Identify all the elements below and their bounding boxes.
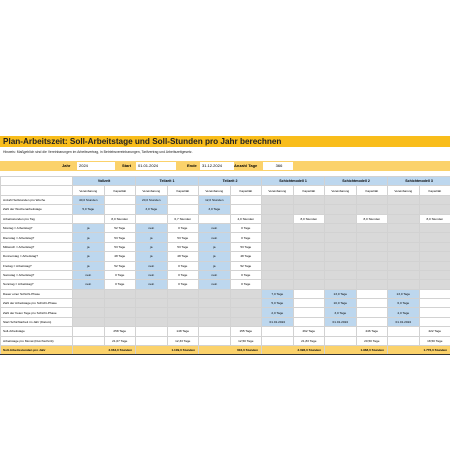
empty-cell [262,280,294,289]
capacity-column-header: Kapazität [230,186,262,195]
empty-cell [167,317,199,326]
end-date-field[interactable]: 31.12.2024 [200,162,234,170]
empty-cell [104,289,136,298]
start-label: Start [122,163,132,168]
empty-cell [73,327,105,336]
result-cell: 0 Tage [104,280,136,289]
day-count-value: 366 [263,162,293,170]
result-cell: 53 Tage [104,242,136,251]
empty-cell [167,308,199,317]
empty-cell [356,270,388,279]
input-cell[interactable]: nein [199,270,231,279]
input-cell[interactable]: nein [73,280,105,289]
empty-cell [262,327,294,336]
group-header: Teilzeit 1 [136,177,199,186]
input-cell[interactable]: ja [136,242,168,251]
row-label: Samstag = Arbeitstag? [1,270,73,279]
empty-cell [356,308,388,317]
result-cell: 21,83 Tage [293,336,325,345]
result-cell: 0 Tage [230,233,262,242]
empty-cell [167,195,199,204]
empty-cell [325,233,357,242]
table-row [1,205,450,214]
empty-cell [388,233,420,242]
empty-cell [230,308,262,317]
group-header-row [1,177,450,186]
input-cell[interactable]: nein [73,270,105,279]
result-cell: 262 Tage [293,327,325,336]
empty-cell [325,252,357,261]
empty-cell [388,195,420,204]
result-cell: 6,7 Stunden [167,214,199,223]
total-hours-value: 604,0 Stunden [199,346,262,355]
table-row [1,270,450,279]
row-label: Start Schichtarbeit im Jahr (Datum) [1,317,73,326]
table-row [1,223,450,232]
total-hours-row [1,346,450,355]
empty-cell [419,261,450,270]
agreement-column-header: Vereinbarung [388,186,420,195]
empty-cell [293,261,325,270]
empty-cell [199,336,231,345]
input-cell[interactable]: 3,0 Tage [136,205,168,214]
total-hours-value: 2.064,0 Stunden [73,346,136,355]
input-cell[interactable]: 3,0 Tage [199,205,231,214]
empty-cell [167,205,199,214]
empty-cell [230,205,262,214]
empty-cell [419,308,450,317]
empty-cell [293,205,325,214]
empty-cell [356,261,388,270]
table-row [1,327,450,336]
empty-cell [73,214,105,223]
group-header: Schichtmodell 2 [325,177,388,186]
group-header: Schichtmodell 3 [388,177,450,186]
empty-cell [419,205,450,214]
input-cell[interactable]: nein [136,280,168,289]
result-cell: 53 Tage [167,233,199,242]
empty-cell [73,299,105,308]
empty-cell [136,317,168,326]
result-cell: 0 Tage [167,223,199,232]
end-label: Ende [187,163,197,168]
empty-cell [230,195,262,204]
input-cell[interactable]: 12,0 Stunden [199,195,231,204]
input-cell[interactable]: nein [199,223,231,232]
result-cell: 20,50 Tage [356,336,388,345]
input-cell[interactable]: ja [73,223,105,232]
capacity-column-header: Kapazität [104,186,136,195]
empty-cell [419,289,450,298]
empty-cell [419,280,450,289]
result-cell: 48 Tage [230,252,262,261]
agreement-column-header: Vereinbarung [73,186,105,195]
empty-cell [388,223,420,232]
row-label: Mittwoch = Arbeitstag? [1,242,73,251]
empty-cell [388,327,420,336]
empty-cell [167,299,199,308]
input-cell[interactable]: nein [199,280,231,289]
input-cell[interactable]: 10,0 Tage [325,299,357,308]
table-row [1,233,450,242]
empty-cell [388,280,420,289]
input-cell[interactable]: 3,0 Tage [325,308,357,317]
agreement-column-header: Vereinbarung [199,186,231,195]
row-label: Soll-Arbeitstage [1,327,73,336]
spreadsheet [0,136,450,355]
parameter-bar [0,161,450,171]
empty-cell [199,317,231,326]
result-cell: 0 Tage [230,270,262,279]
row-label: Dauer einer Schicht-Phase [1,289,73,298]
empty-cell [419,270,450,279]
agreement-column-header: Vereinbarung [136,186,168,195]
result-cell: 0 Tage [167,270,199,279]
hint-note: Hinweis: Maßgeblich sind die Vereinbarungen im Arbeitsvertrag, in Betriebsvereinbarungen, Tarifvertrag und Arbeitszeitgesetz. [3,150,193,154]
year-label: Jahr [62,163,71,168]
empty-cell [262,233,294,242]
input-cell[interactable]: nein [136,270,168,279]
result-cell: 0 Tage [230,280,262,289]
result-cell: 155 Tage [230,327,262,336]
total-hours-value: 2.096,0 Stunden [262,346,325,355]
empty-cell [419,195,450,204]
empty-cell [293,252,325,261]
empty-cell [419,223,450,232]
table-row [1,308,450,317]
agreement-column-header: Vereinbarung [262,186,294,195]
empty-cell [388,336,420,345]
empty-cell [388,214,420,223]
empty-cell [104,205,136,214]
row-label: Arbeitstage pro Monat (Durchschnitt) [1,336,73,345]
result-cell: 52 Tage [104,223,136,232]
result-cell: 8,0 Stunden [419,214,450,223]
empty-cell [419,233,450,242]
input-cell[interactable]: ja [136,252,168,261]
capacity-column-header: Kapazität [167,186,199,195]
empty-cell [419,252,450,261]
group-header: Vollzeit [73,177,136,186]
start-date-field[interactable]: 01.01.2024 [136,162,176,170]
empty-cell [262,223,294,232]
sub-header-row [1,186,450,195]
input-cell[interactable]: nein [136,223,168,232]
empty-cell [199,299,231,308]
capacity-column-header: Kapazität [419,186,450,195]
agreement-column-header: Vereinbarung [325,186,357,195]
sheet-title: Plan-Arbeitszeit: Soll-Arbeitstage und Soll-Stunden pro Jahr berechnen [0,136,450,147]
result-cell: 222 Tage [419,327,450,336]
empty-cell [293,280,325,289]
empty-cell [356,317,388,326]
result-cell: 52 Tage [104,261,136,270]
empty-cell [356,223,388,232]
row-label: Arbeitsstunden pro Tag [1,214,73,223]
table-row [1,336,450,345]
input-cell[interactable]: 7,0 Tage [262,289,294,298]
empty-cell [356,289,388,298]
empty-cell [325,205,357,214]
result-cell: 12,50 Tage [230,336,262,345]
table-row [1,195,450,204]
row-label: Freitag = Arbeitstag? [1,261,73,270]
empty-cell [293,195,325,204]
result-cell: 53 Tage [230,242,262,251]
input-cell[interactable]: ja [73,233,105,242]
row-label: Dienstag = Arbeitstag? [1,233,73,242]
empty-cell [199,308,231,317]
empty-cell [325,261,357,270]
header-spacer [1,177,73,186]
input-cell[interactable]: 40,0 Stunden [73,195,105,204]
day-count-label: Anzahl Tage [234,163,258,168]
empty-cell [104,299,136,308]
row-label: Donnerstag = Arbeitstag? [1,252,73,261]
empty-cell [262,205,294,214]
total-hours-value: 1.109,0 Stunden [136,346,199,355]
input-cell[interactable]: 01.01.2024 [325,317,357,326]
empty-cell [293,289,325,298]
empty-cell [73,308,105,317]
result-cell: 8,0 Stunden [356,214,388,223]
empty-cell [325,223,357,232]
empty-cell [199,214,231,223]
empty-cell [262,252,294,261]
empty-cell [356,252,388,261]
result-cell: 18,50 Tage [419,336,450,345]
empty-cell [293,223,325,232]
result-cell: 258 Tage [104,327,136,336]
input-cell[interactable]: nein [136,261,168,270]
empty-cell [136,327,168,336]
input-cell[interactable]: nein [199,233,231,242]
sub-header-spacer [1,186,73,195]
row-label: Montag = Arbeitstag? [1,223,73,232]
empty-cell [325,195,357,204]
empty-cell [199,289,231,298]
capacity-column-header: Kapazität [356,186,388,195]
empty-cell [419,299,450,308]
input-cell[interactable]: 5,0 Tage [262,299,294,308]
input-cell[interactable]: 6,0 Tage [388,299,420,308]
empty-cell [230,317,262,326]
result-cell: 53 Tage [167,242,199,251]
empty-cell [230,299,262,308]
result-cell: 0 Tage [167,280,199,289]
empty-cell [262,261,294,270]
table-row [1,252,450,261]
empty-cell [356,242,388,251]
result-cell: 4,0 Stunden [230,214,262,223]
empty-cell [356,233,388,242]
empty-cell [199,327,231,336]
empty-cell [293,270,325,279]
result-cell: 0 Tage [104,270,136,279]
empty-cell [136,214,168,223]
input-cell[interactable]: 01.01.2024 [262,317,294,326]
empty-cell [104,317,136,326]
empty-cell [388,270,420,279]
result-cell: 0 Tage [167,261,199,270]
input-cell[interactable]: ja [199,252,231,261]
row-label: Zahl der Arbeitstage pro Schicht-Phase [1,299,73,308]
empty-cell [136,336,168,345]
total-hours-value: 1.968,0 Stunden [325,346,388,355]
empty-cell [325,327,357,336]
row-label: Anzahl Sollstunden pro Woche [1,195,73,204]
empty-cell [136,308,168,317]
input-cell[interactable]: 01.01.2024 [388,317,420,326]
total-hours-label: Soll-Arbeitsstunden pro Jahr [1,346,73,355]
input-cell[interactable]: 13,0 Tage [325,289,357,298]
empty-cell [293,233,325,242]
input-cell[interactable]: ja [73,261,105,270]
empty-cell [388,205,420,214]
table-row [1,280,450,289]
table-row [1,261,450,270]
row-label: Zahl der freien Tage pro Schicht-Phase [1,308,73,317]
empty-cell [356,195,388,204]
empty-cell [419,317,450,326]
group-header: Teilzeit 2 [199,177,262,186]
empty-cell [388,252,420,261]
empty-cell [419,242,450,251]
group-header: Schichtmodell 1 [262,177,325,186]
empty-cell [388,261,420,270]
table-row [1,299,450,308]
capacity-column-header: Kapazität [293,186,325,195]
empty-cell [73,289,105,298]
empty-cell [104,308,136,317]
table-row [1,317,450,326]
input-cell[interactable]: 13,0 Tage [388,289,420,298]
empty-cell [262,214,294,223]
empty-cell [293,299,325,308]
empty-cell [167,289,199,298]
empty-cell [293,317,325,326]
empty-cell [73,336,105,345]
empty-cell [388,242,420,251]
empty-cell [293,308,325,317]
empty-cell [136,299,168,308]
result-cell: 12,33 Tage [167,336,199,345]
empty-cell [325,336,357,345]
empty-cell [262,336,294,345]
empty-cell [73,317,105,326]
calculation-table [0,176,450,355]
empty-cell [104,195,136,204]
result-cell: 53 Tage [104,233,136,242]
input-cell[interactable]: ja [73,252,105,261]
result-cell: 8,0 Stunden [293,214,325,223]
input-cell[interactable]: 20,0 Stunden [136,195,168,204]
input-cell[interactable]: ja [199,242,231,251]
table-row [1,242,450,251]
result-cell: 0 Tage [230,223,262,232]
input-cell[interactable]: ja [73,242,105,251]
empty-cell [325,280,357,289]
row-label: Zahl der Wochenarbeitstage [1,205,73,214]
table-row [1,214,450,223]
empty-cell [325,270,357,279]
empty-cell [293,242,325,251]
input-cell[interactable]: 4,0 Tage [388,308,420,317]
total-hours-value: 1.776,0 Stunden [388,346,450,355]
empty-cell [262,242,294,251]
result-cell: 8,0 Stunden [104,214,136,223]
empty-cell [356,205,388,214]
result-cell: 52 Tage [230,261,262,270]
result-cell: 48 Tage [167,252,199,261]
result-cell: 246 Tage [356,327,388,336]
row-label: Sonntag = Arbeitstag? [1,280,73,289]
result-cell: 48 Tage [104,252,136,261]
input-cell[interactable]: 2,0 Tage [262,308,294,317]
year-field[interactable]: 2024 [77,162,115,170]
empty-cell [136,289,168,298]
empty-cell [356,299,388,308]
empty-cell [325,242,357,251]
empty-cell [262,195,294,204]
result-cell: 21,67 Tage [104,336,136,345]
input-cell[interactable]: 5,0 Tage [73,205,105,214]
input-cell[interactable]: ja [136,233,168,242]
empty-cell [230,289,262,298]
result-cell: 148 Tage [167,327,199,336]
empty-cell [356,280,388,289]
empty-cell [262,270,294,279]
input-cell[interactable]: ja [199,261,231,270]
empty-cell [325,214,357,223]
table-row [1,289,450,298]
